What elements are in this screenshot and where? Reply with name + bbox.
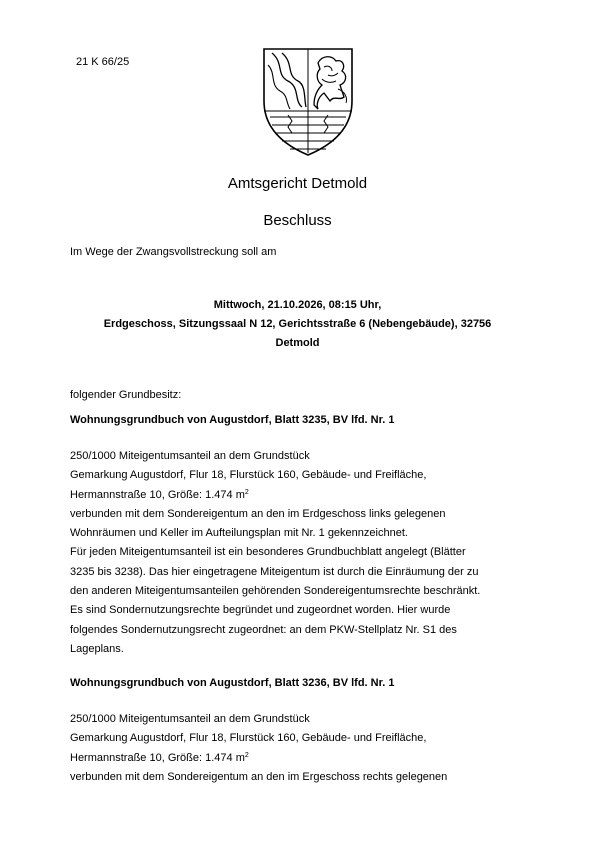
area-text: Hermannstraße 10, Größe: 1.474 m <box>70 488 245 501</box>
decision-title: Beschluss <box>263 212 332 229</box>
appointment-date: Mittwoch, 21.10.2026, 08:15 Uhr, <box>213 299 382 311</box>
description-line: 3235 bis 3238). Das hier eingetragene Miteigentum ist durch die Einräumung der zu <box>70 565 479 578</box>
following-text: folgender Grundbesitz: <box>70 389 182 401</box>
area-unit-superscript: 2 <box>244 751 249 759</box>
description-line: 250/1000 Miteigentumsanteil an dem Grundstück <box>70 713 310 725</box>
description-line: 250/1000 Miteigentumsanteil an dem Grundstück <box>70 450 310 462</box>
property-section <box>70 677 530 787</box>
court-name: Amtsgericht Detmold <box>227 175 368 192</box>
appointment-block <box>70 296 525 353</box>
appointment-city: Detmold <box>275 337 320 349</box>
description-line: Es sind Sondernutzungsrechte begründet und zugeordnet worden. Hier wurde <box>70 604 451 617</box>
intro-text: Im Wege der Zwangsvollstreckung soll am <box>70 246 277 258</box>
coat-of-arms-logo <box>258 45 358 157</box>
description-line: verbunden mit dem Sondereigentum an den im Ergeschoss rechts gelegenen <box>70 770 448 783</box>
description-line: Gemarkung Augustdorf, Flur 18, Flurstück 160, Gebäude- und Freifläche, <box>70 469 427 482</box>
description-line <box>70 749 530 768</box>
appointment-location: Erdgeschoss, Sitzungssaal N 12, Gerichtsstraße 6 (Nebengebäude), 32756 <box>103 318 492 330</box>
property-description <box>70 710 530 787</box>
description-line: folgendes Sondernutzungsrecht zugeordnet: an dem PKW-Stellplatz Nr. S1 des <box>70 623 457 636</box>
description-line <box>70 486 530 505</box>
area-text: Hermannstraße 10, Größe: 1.474 m <box>70 751 245 764</box>
area-unit-superscript: 2 <box>244 488 249 496</box>
property-section <box>70 414 530 659</box>
description-line: verbunden mit dem Sondereigentum an den im Erdgeschoss links gelegenen <box>70 507 446 520</box>
property-heading: Wohnungsgrundbuch von Augustdorf, Blatt 3236, BV lfd. Nr. 1 <box>70 677 395 689</box>
description-line: den anderen Miteigentumsanteilen gehörenden Sondereigentumsrechte beschränkt. <box>70 585 481 598</box>
case-number: 21 K 66/25 <box>76 56 130 68</box>
description-line: Lageplans. <box>70 642 124 655</box>
description-line: Für jeden Miteigentumsanteil ist ein besonderes Grundbuchblatt angelegt (Blätter <box>70 546 466 559</box>
description-line: Gemarkung Augustdorf, Flur 18, Flurstück 160, Gebäude- und Freifläche, <box>70 732 427 745</box>
property-heading: Wohnungsgrundbuch von Augustdorf, Blatt 3235, BV lfd. Nr. 1 <box>70 414 395 426</box>
description-line: Wohnräumen und Keller im Aufteilungsplan mit Nr. 1 gekennzeichnet. <box>70 527 408 540</box>
property-description <box>70 447 530 659</box>
